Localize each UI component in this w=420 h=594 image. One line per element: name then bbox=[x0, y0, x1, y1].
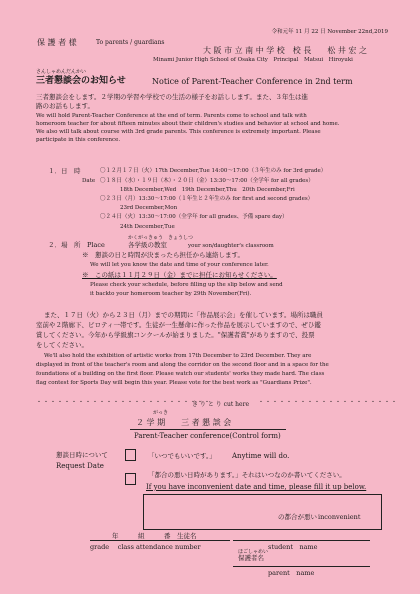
place-value-en: your son/daughter's classroom bbox=[188, 243, 274, 249]
place-value-jp: 各学級の教室 bbox=[128, 241, 167, 249]
place-furigana: かくがっきゅう きょうしつ bbox=[128, 235, 194, 241]
inconvenient-option-jp: 「都合の悪い日時があります。」それはいつなのか書いてください。 bbox=[148, 471, 346, 479]
schedule-row: 〇２３日（月）13:30～17:00（１年生と２年生のみ for first and second grades） bbox=[100, 196, 314, 202]
cut-line-dots-right: ・・・・・・・・・・・・・・・・・・・・ bbox=[258, 399, 399, 406]
schedule-row-en: 23rd December,Mon bbox=[120, 205, 178, 211]
exhibition-jp-line: 賞してください。今年から学級旗コンクールが始まりました。"保護者賞"がありますので、投票 bbox=[36, 331, 315, 339]
form-title-furigana: がっき bbox=[153, 410, 169, 416]
place-label: ２．場 所 Place bbox=[48, 241, 105, 249]
page-title-en: Notice of Parent-Teacher Conference in 2nd term bbox=[152, 77, 353, 86]
inconvenient-date-entry-box[interactable] bbox=[143, 494, 382, 530]
intro-jp-line: 路のお話もします。 bbox=[36, 102, 94, 110]
cut-line-label: き り と り cut here bbox=[192, 401, 250, 408]
form-title-underline bbox=[130, 429, 286, 430]
place-note-en: it backto your homeroom teacher by 29th November(Fri). bbox=[90, 291, 252, 297]
anytime-option-jp: 「いつでもいいです。」 bbox=[148, 452, 216, 460]
schedule-row: 〇１８日（水）・１９日（木）・２０日（金）13:30～17:00（全学年 for all grades） bbox=[100, 178, 314, 184]
form-title-jp: ２ 学 期 三 者 懇 談 会 bbox=[136, 418, 232, 427]
place-note-en: Please check your schedule, before filling up the slip below and send bbox=[90, 282, 283, 288]
place-note-en: We will let you know the date and time of your conference later. bbox=[90, 262, 269, 268]
guardian-label-jp: 保護者名 bbox=[238, 554, 264, 562]
place-note: ※ 懇談の日と時間が決まったら担任から連絡します。 bbox=[82, 251, 244, 259]
schedule-row-en: 24th December,Tue bbox=[120, 224, 175, 230]
exhibition-en-line: displayed in front of the teacher's room and along the corridor on the second floor and in a space for the bbox=[36, 362, 329, 368]
parent-name-line[interactable] bbox=[233, 566, 370, 567]
anytime-checkbox[interactable] bbox=[125, 449, 136, 461]
exhibition-jp-line: また、１７日（火）から２３日（月）までの期間に「作品展示会」を催しています。場所は職員 bbox=[44, 311, 323, 319]
parent-name-label: parent name bbox=[268, 569, 315, 577]
student-info-labels-en: grade class attendance number bbox=[90, 543, 201, 551]
student-name-line[interactable] bbox=[233, 540, 370, 541]
place-deadline-note: ※ この紙は１１月２９日（金）までに担任にお知らせください。 bbox=[82, 271, 277, 279]
cut-line-dots-left: ・・・・・・・・・・・・・・・・・・・・・・・・・ bbox=[36, 399, 212, 406]
schedule-row: 〇２４日（火）13:30～17:00（全学年 for all grades、予備 spare day） bbox=[100, 214, 288, 220]
request-date-label-jp: 懇談日時について bbox=[56, 451, 108, 459]
issue-date: 令和元年 11 月 22 日 November 22nd,2019 bbox=[271, 29, 388, 35]
guardian-furigana: ほごしゃめい bbox=[238, 549, 269, 555]
page-title-jp: 三者懇談会のお知らせ bbox=[36, 76, 126, 86]
schedule-row-en: 18th December,Wed 19th December,Thu 20th December,Fri bbox=[120, 187, 295, 193]
inconvenient-option-en: If you have inconvenient date and time, please fill it up below. bbox=[146, 483, 367, 491]
exhibition-en-line: We'll also hold the exhibition of artistic works from 17th December to 23rd December. They are bbox=[44, 353, 312, 359]
intro-en-line: We will hold Parent-Teacher Conference at the end of term. Parents come to school and talk with bbox=[36, 113, 307, 119]
addressee-jp: 保 護 者 様 bbox=[37, 38, 77, 47]
schedule-label: １．日 時 bbox=[48, 167, 81, 175]
inconvenient-suffix-jp: の都合が悪い bbox=[278, 513, 317, 521]
intro-en-line: We also will talk about course with 3rd grade parents. This conference is extremely important. Please bbox=[36, 129, 321, 135]
intro-en-line: participate in this conference. bbox=[36, 137, 121, 143]
schedule-label-en: Date bbox=[82, 178, 96, 184]
school-name-en: Minami Junior High School of Osaka City Principal Matsui Hiroyuki bbox=[153, 57, 353, 63]
request-date-label-en: Request Date bbox=[56, 462, 104, 470]
student-name-label: student name bbox=[268, 543, 318, 551]
inconvenient-suffix-en: inconvenient bbox=[318, 513, 361, 521]
intro-en-line: homeroom teacher for about fifteen minutes about their children's studies and behavior at school and home. bbox=[36, 121, 340, 127]
anytime-option-en: Anytime will do. bbox=[232, 452, 290, 460]
student-info-labels-jp: 年 組 番 生徒名 bbox=[112, 532, 197, 540]
title-furigana: さんしゃめんだんかい bbox=[36, 69, 87, 75]
schedule-row: 〇１２月１７日（火）17th December,Tue 14:00～17:00（３年生のみ for 3rd grade） bbox=[100, 168, 327, 174]
form-title-en: Parent-Teacher conference(Control form) bbox=[134, 432, 281, 440]
intro-jp-line: 三者懇談会をします。２学期の学習や学校での生活の様子をお話しします。また、３年生は進 bbox=[36, 93, 308, 101]
exhibition-en-line: foundations of a building on the first floor. Please watch our students' works they made hard. The class bbox=[36, 371, 325, 377]
exhibition-jp-line: 室前や２階廊下、ピロティ一帯です。生徒が一生懸命に作った作品を展示していますので、ぜひ鑑 bbox=[36, 321, 321, 329]
school-name-jp: 大 阪 市 立 南 中 学 校 校 長 松 井 宏 之 bbox=[203, 46, 367, 55]
addressee-en: To parents / guardians bbox=[96, 39, 165, 46]
inconvenient-checkbox[interactable] bbox=[125, 473, 136, 485]
exhibition-jp-line: をしてください。 bbox=[36, 341, 88, 349]
exhibition-en-line: flag contest for Sports Day will begin this year. Please vote for the best work as "Guardians Prize". bbox=[36, 380, 312, 386]
